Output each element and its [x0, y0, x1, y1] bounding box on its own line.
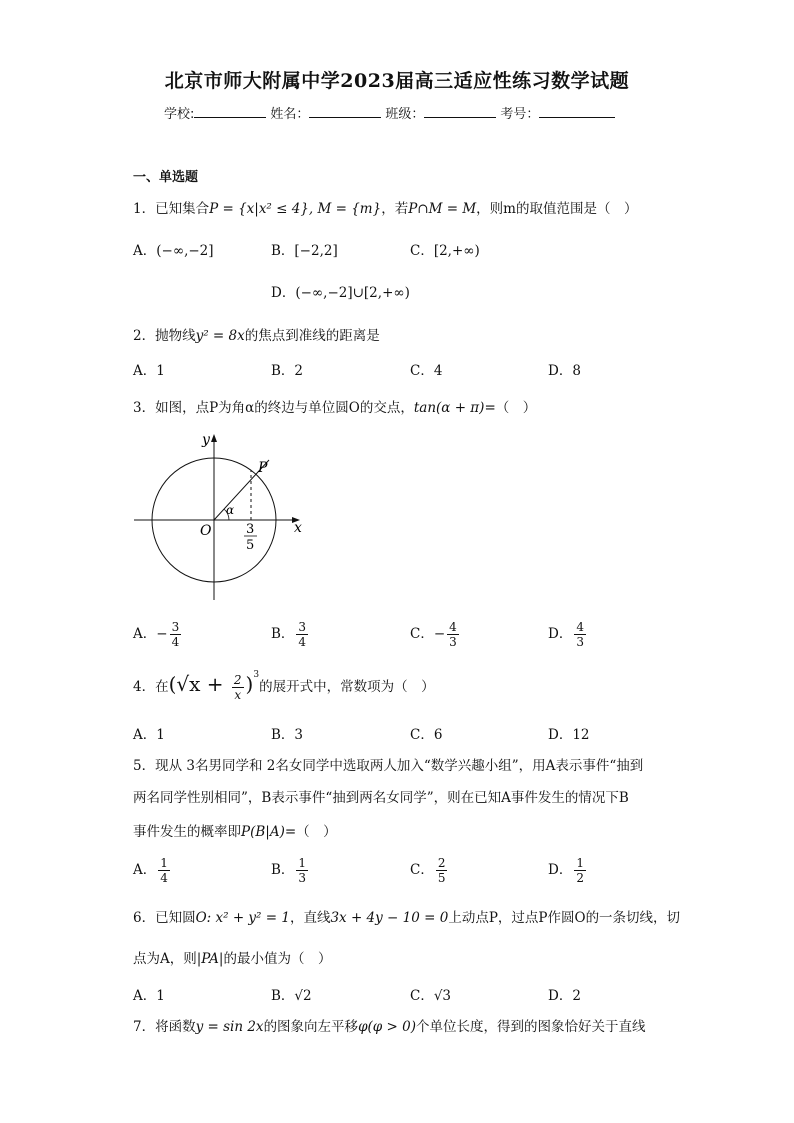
question-4: 4．在(√x + $\frac{2}{x}$ )$^3$的展开式中，常数项为（ ） [133, 670, 435, 702]
class-blank[interactable] [424, 103, 496, 118]
q3-formula: tan(α + π) [413, 400, 485, 416]
fraction-numerator: 3 [246, 522, 255, 537]
unit-circle-figure [130, 428, 310, 608]
page-title: 北京市师大附属中学2023届高三适应性练习数学试题 [164, 70, 630, 92]
q4-option-b[interactable]: B．3 [271, 727, 304, 743]
q7-function: y = sin 2x [195, 1019, 264, 1035]
point-p-label: P [258, 460, 268, 476]
question-5-line-3: 事件发生的概率即P(B|A)=（ ） [133, 824, 337, 840]
class-label: 班级： [385, 107, 425, 122]
q6-line-formula: 3x + 4y − 10 = 0 [330, 910, 449, 926]
number-blank[interactable] [539, 103, 615, 118]
question-1: 1．已知集合P = {x|x² ≤ 4}, M = {m}，若P∩M = M，则m的取值范围是（ ） [133, 201, 638, 217]
alpha-label: α [226, 503, 235, 517]
name-label: 姓名： [270, 107, 310, 122]
question-5-line-2: 两名同学性别相同”，B表示事件“抽到两名女同学”，则在已知A事件发生的情况下B [133, 790, 629, 806]
q3-option-c[interactable]: C．− $\frac{4}{3}$ [410, 620, 457, 649]
q4-option-c[interactable]: C．6 [410, 727, 443, 743]
q7-shift: φ(φ > 0) [358, 1019, 416, 1035]
q5-option-c[interactable]: C． $\frac{2}{5}$ [410, 856, 446, 885]
q6-option-a[interactable]: A．1 [133, 988, 165, 1004]
number-label: 考号： [500, 107, 540, 122]
section-heading: 一、单选题 [133, 170, 199, 185]
q1-condition: P∩M = M [408, 201, 477, 217]
student-info-line [164, 103, 619, 122]
q5-formula: P(B|A) [241, 824, 285, 840]
q6-pa-formula: |PA| [196, 951, 224, 967]
x-label: x [294, 520, 302, 536]
q1-set-formula: P = {x|x² ≤ 4}, M = {m} [209, 201, 382, 217]
question-5-line-1: 5．现从 3名男同学和 2名女同学中选取两人加入“数学兴趣小组”，用A表示事件“抽到 [133, 758, 644, 774]
y-axis-arrow [211, 434, 217, 442]
name-blank[interactable] [309, 103, 381, 118]
q1-option-d[interactable]: D．(−∞,−2]∪[2,+∞) [271, 285, 410, 301]
q2-formula: y² = 8x [195, 328, 245, 344]
question-6-line-1: 6．已知圆O: x² + y² = 1，直线3x + 4y − 10 = 0上动点P，过点P作圆O的一条切线，切 [133, 910, 681, 926]
question-6-line-2: 点为A，则|PA|的最小值为（ ） [133, 951, 332, 967]
q3-option-d[interactable]: D． $\frac{4}{3}$ [548, 620, 584, 649]
fraction-denominator: 5 [246, 538, 255, 553]
q5-option-b[interactable]: B． $\frac{1}{3}$ [271, 856, 307, 885]
q2-option-c[interactable]: C．4 [410, 363, 443, 379]
question-7: 7．将函数y = sin 2x的图象向左平移φ(φ > 0)个单位长度，得到的图象恰好关于直线 [133, 1019, 646, 1035]
q2-option-b[interactable]: B．2 [271, 363, 304, 379]
y-label: y [202, 432, 210, 448]
q5-option-a[interactable]: A． $\frac{1}{4}$ [133, 856, 168, 885]
q6-circle-formula: O: x² + y² = 1 [195, 910, 290, 926]
q4-option-a[interactable]: A．1 [133, 727, 165, 743]
school-blank[interactable] [194, 103, 266, 118]
q3-option-b[interactable]: B． $\frac{3}{4}$ [271, 620, 307, 649]
q2-option-d[interactable]: D．8 [548, 363, 581, 379]
q6-option-d[interactable]: D．2 [548, 988, 581, 1004]
q4-option-d[interactable]: D．12 [548, 727, 590, 743]
q6-option-b[interactable]: B．√2 [271, 988, 312, 1004]
school-label: 学校: [164, 107, 195, 122]
origin-label: O [200, 523, 212, 539]
question-3: 3．如图，点P为角α的终边与单位圆O的交点，tan(α + π)=（ ） [133, 400, 537, 416]
q1-option-b[interactable]: B．[−2,2] [271, 243, 338, 259]
question-2: 2．抛物线y² = 8x的焦点到准线的距离是 [133, 328, 380, 344]
q4-expression: (√x + $\frac{2}{x}$ )$^3$ [168, 670, 260, 702]
q2-option-a[interactable]: A．1 [133, 363, 165, 379]
q6-option-c[interactable]: C．√3 [410, 988, 452, 1004]
q1-option-c[interactable]: C．[2,+∞) [410, 243, 480, 259]
q1-option-a[interactable]: A．(−∞,−2] [133, 243, 214, 259]
q3-option-a[interactable]: A．− $\frac{3}{4}$ [133, 620, 180, 649]
q5-option-d[interactable]: D． $\frac{1}{2}$ [548, 856, 584, 885]
